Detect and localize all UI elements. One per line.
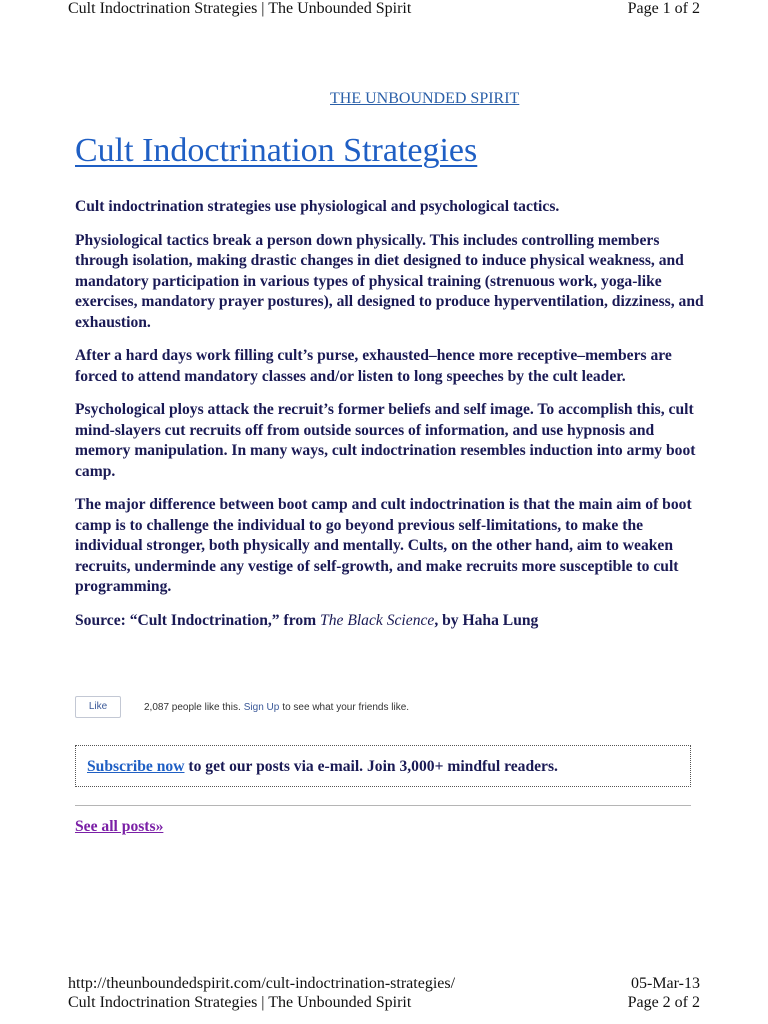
site-name-link[interactable]: THE UNBOUNDED SPIRIT xyxy=(330,90,520,107)
footer-url: http://theunboundedspirit.com/cult-indoctrination-strategies/ xyxy=(68,975,456,992)
source-book-title: The Black Science xyxy=(320,611,435,629)
article-body xyxy=(75,197,705,644)
article-paragraph: Cult indoctrination strategies use physiological and psychological tactics. xyxy=(75,198,560,215)
article-paragraph: Psychological ploys attack the recruit’s former beliefs and self image. To accomplish this, cult mind-slayers cut recruits off from outside sources of information, and use hypnosis and memory manipulation. In many ways, cult indoctrination resembles induction into army boot camp. xyxy=(75,401,696,480)
sign-up-link[interactable]: Sign Up xyxy=(243,701,280,713)
source-suffix: , by Haha Lung xyxy=(434,611,539,629)
see-all-posts-link[interactable]: See all posts» xyxy=(75,818,164,835)
subscribe-box xyxy=(75,745,691,787)
subscribe-now-link[interactable]: Subscribe now xyxy=(87,758,185,775)
article-paragraph: The major difference between boot camp and cult indoctrination is that the main aim of boot camp is to challenge the individual to go beyond previous self-limitations, to make the individual stronger, both physically and mentally. Cults, on the other hand, aim to weaken recruits, underminde any vestige of self-growth, and make recruits more susceptible to cult programming. xyxy=(75,496,692,595)
like-button[interactable]: Like xyxy=(75,696,121,718)
subscribe-text: to get our posts via e-mail. Join 3,000+ mindful readers. xyxy=(188,758,558,775)
divider xyxy=(75,805,691,806)
footer-date: 05-Mar-13 xyxy=(631,975,700,992)
footer-title: Cult Indoctrination Strategies | The Unbounded Spirit xyxy=(68,994,412,1011)
article-paragraph: After a hard days work filling cult’s purse, exhausted–hence more receptive–members are forced to attend mandatory classes and/or listen to long speeches by the cult leader. xyxy=(75,347,672,385)
print-footer-title-row xyxy=(68,994,700,1012)
print-footer-url-row xyxy=(68,975,700,993)
header-page-number: Page 1 of 2 xyxy=(627,0,700,17)
source-citation xyxy=(75,611,705,632)
like-count: 2,087 people like this. xyxy=(144,701,241,713)
footer-page-number: Page 2 of 2 xyxy=(627,994,700,1011)
facebook-like-widget xyxy=(75,696,409,718)
like-suffix: to see what your friends like. xyxy=(282,701,410,713)
article-title[interactable]: Cult Indoctrination Strategies xyxy=(75,132,478,169)
article-paragraph: Physiological tactics break a person down physically. This includes controlling members through isolation, making drastic changes in diet designed to induce physical weakness, and mandatory participation in various types of physical training (strenuous work, yoga-like exercises, mandatory prayer postures), all designed to produce hyperventilation, dizziness, and exhaustion. xyxy=(75,231,704,331)
source-prefix: Source: “Cult Indoctrination,” from xyxy=(75,611,321,629)
header-title: Cult Indoctrination Strategies | The Unbounded Spirit xyxy=(68,0,412,17)
print-header xyxy=(68,0,700,22)
